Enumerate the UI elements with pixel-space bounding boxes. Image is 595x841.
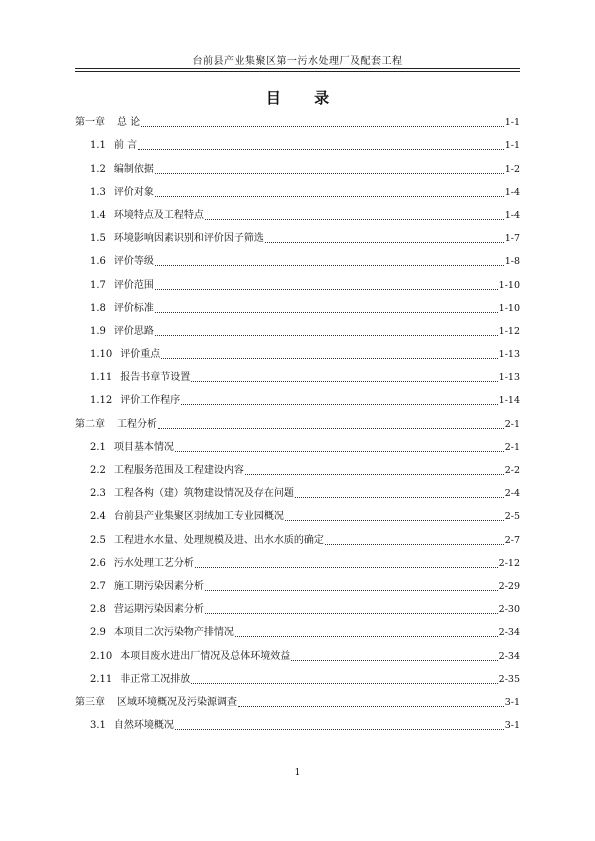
toc-leader-dots xyxy=(235,636,498,637)
toc-leader-dots xyxy=(265,242,504,243)
toc-entry-page: 1-1 xyxy=(504,140,520,152)
toc-leader-dots xyxy=(238,706,504,707)
toc-entry[interactable] xyxy=(75,199,520,222)
toc-leader-dots xyxy=(295,497,504,498)
toc-entry-number: 1.7 xyxy=(90,279,106,291)
toc-entry-page: 1-8 xyxy=(504,256,520,268)
toc-entry-title: 评价工作程序 xyxy=(120,395,181,407)
toc-leader-dots xyxy=(161,358,497,359)
toc-entry-title: 区域环境概况及污染源调查 xyxy=(117,696,237,708)
toc-leader-dots xyxy=(205,219,504,220)
toc-entry-number: 2.3 xyxy=(90,488,106,500)
toc-leader-dots xyxy=(245,474,504,475)
toc-leader-dots xyxy=(205,613,498,614)
toc-title: 目 录 xyxy=(265,89,344,107)
toc-entry[interactable] xyxy=(75,222,520,245)
toc-entry-number: 1.4 xyxy=(90,209,106,221)
toc-entry-number: 1.3 xyxy=(90,186,106,198)
toc-entry-title: 自然环境概况 xyxy=(113,720,174,732)
header-rule-bottom xyxy=(75,71,520,72)
toc-entry-number: 2.7 xyxy=(90,580,106,592)
toc-leader-dots xyxy=(175,729,504,730)
toc-entry-number: 1.8 xyxy=(90,302,106,314)
toc-entry-number: 1.5 xyxy=(90,233,106,245)
toc-entry-page: 2-4 xyxy=(504,488,520,500)
toc-entry-page: 2-2 xyxy=(504,465,520,476)
toc-leader-dots xyxy=(175,451,504,452)
toc-leader-dots xyxy=(325,544,504,545)
toc-entry-title: 本项目废水进出厂情况及总体环境效益 xyxy=(120,650,291,662)
toc-entry-title: 报告书章节设置 xyxy=(120,372,191,384)
toc-entry-number: 2.1 xyxy=(90,441,106,453)
toc-entry-page: 1-13 xyxy=(498,349,520,361)
toc-entry-page: 1-4 xyxy=(504,209,520,221)
toc-entry-number: 2.5 xyxy=(90,534,106,546)
toc-entry-page: 2-12 xyxy=(498,557,520,569)
toc-entry-title: 评价范围 xyxy=(113,279,154,291)
toc-entry-title: 台前县产业集聚区羽绒加工专业园概况 xyxy=(113,511,284,523)
toc-entry-title: 营运期污染因素分析 xyxy=(113,604,204,616)
toc-leader-dots xyxy=(155,265,504,266)
toc-entry-page: 1-7 xyxy=(504,233,520,245)
toc-entry-number: 1.12 xyxy=(90,395,113,407)
toc-entry-number: 2.11 xyxy=(90,673,113,685)
toc-entry[interactable] xyxy=(75,593,520,616)
toc-entry-number: 第一章 xyxy=(75,117,105,129)
toc-entry-page: 2-30 xyxy=(498,604,520,616)
toc-entry-number: 第二章 xyxy=(75,418,105,430)
toc-leader-dots xyxy=(155,335,498,336)
toc-entry[interactable] xyxy=(75,292,520,315)
toc-leader-dots xyxy=(191,381,497,382)
toc-entry-page: 2-1 xyxy=(504,441,520,453)
toc-entry-title: 评价思路 xyxy=(113,325,154,337)
toc-entry-number: 1.6 xyxy=(90,256,106,268)
toc-entry-title: 项目基本情况 xyxy=(113,441,174,453)
toc-entry-page: 1-1 xyxy=(504,117,520,129)
toc-leader-dots xyxy=(291,660,497,661)
toc-entry-title: 前 言 xyxy=(113,140,138,152)
toc-entry[interactable] xyxy=(75,245,520,268)
toc-leader-dots xyxy=(195,567,498,568)
toc-entry-title: 本项目二次污染物产排情况 xyxy=(113,627,234,639)
page-number: 1 xyxy=(294,768,301,778)
toc-entry-number: 2.6 xyxy=(90,557,106,569)
running-header: 台前县产业集聚区第一污水处理厂及配套工程 xyxy=(192,56,403,67)
toc-entry[interactable] xyxy=(75,523,520,546)
toc-entry-page: 1-12 xyxy=(498,325,520,337)
toc-entry-page: 2-5 xyxy=(504,511,520,523)
toc-leader-dots xyxy=(138,149,504,150)
toc-leader-dots xyxy=(205,590,498,591)
toc-entry[interactable] xyxy=(75,639,520,662)
toc-entry[interactable] xyxy=(75,407,520,430)
toc-entry-page: 2-1 xyxy=(504,418,520,430)
toc-entry-number: 2.9 xyxy=(90,627,106,639)
toc-leader-dots xyxy=(155,173,504,174)
toc-entry[interactable] xyxy=(75,315,520,338)
header-rule-top xyxy=(75,68,520,69)
toc-entry-page: 3-1 xyxy=(504,696,520,708)
toc-entry-number: 3.1 xyxy=(90,720,106,732)
toc-entry-page: 1-4 xyxy=(504,186,520,198)
toc-entry-page: 1-10 xyxy=(498,279,520,291)
toc-entry-title: 工程进水水量、处理规模及进、出水水质的确定 xyxy=(113,534,324,546)
toc-entry-title: 评价标准 xyxy=(113,302,154,314)
toc-entry[interactable] xyxy=(75,616,520,639)
toc-entry-number: 2.8 xyxy=(90,604,106,616)
toc-entry[interactable] xyxy=(75,570,520,593)
toc-entry-number: 2.2 xyxy=(90,465,106,476)
toc-leader-dots xyxy=(285,520,504,521)
toc-entry[interactable] xyxy=(75,361,520,384)
toc-leader-dots xyxy=(155,312,498,313)
toc-entry-title: 评价等级 xyxy=(113,256,154,268)
toc-leader-dots xyxy=(181,404,497,405)
toc-leader-dots xyxy=(191,683,497,684)
toc-entry-page: 2-29 xyxy=(498,580,520,592)
toc-entry-number: 2.10 xyxy=(90,650,113,662)
toc-entry-number: 第三章 xyxy=(75,696,105,708)
toc-entry-page: 1-10 xyxy=(498,302,520,314)
toc-entry-title: 环境特点及工程特点 xyxy=(113,209,204,221)
toc-entry-title: 环境影响因素识别和评价因子筛选 xyxy=(113,233,264,245)
toc-entry-number: 1.10 xyxy=(90,349,113,361)
toc-leader-dots xyxy=(155,196,504,197)
toc-entry[interactable] xyxy=(75,129,520,152)
toc-entry-title: 施工期污染因素分析 xyxy=(113,580,204,592)
toc-leader-dots xyxy=(158,428,504,429)
toc-entry[interactable] xyxy=(75,338,520,361)
toc-leader-dots xyxy=(141,126,504,127)
toc-entry-title: 评价对象 xyxy=(113,186,154,198)
toc-leader-dots xyxy=(155,289,498,290)
toc-entry-page: 2-7 xyxy=(504,534,520,546)
toc-entry-number: 1.2 xyxy=(90,163,106,175)
toc-entry[interactable] xyxy=(75,477,520,500)
toc-entry-title: 污水处理工艺分析 xyxy=(113,557,194,569)
toc-entry[interactable] xyxy=(75,663,520,686)
toc-entry-number: 1.9 xyxy=(90,325,106,337)
toc-entry-page: 2-34 xyxy=(498,650,520,662)
toc-entry[interactable] xyxy=(75,547,520,570)
toc-entry[interactable] xyxy=(75,152,520,175)
toc-entry-number: 1.1 xyxy=(90,140,106,152)
toc-entry-page: 1-2 xyxy=(504,163,520,175)
toc-entry-page: 1-13 xyxy=(498,372,520,384)
toc-entry-number: 1.11 xyxy=(90,372,113,384)
toc-entry[interactable] xyxy=(75,709,520,732)
toc-entry-page: 3-1 xyxy=(504,720,520,732)
toc-entry-title: 编制依据 xyxy=(113,163,154,175)
toc-entry[interactable] xyxy=(75,431,520,454)
toc-entry[interactable] xyxy=(75,454,520,477)
toc-entry[interactable] xyxy=(75,500,520,523)
toc-entry-page: 2-34 xyxy=(498,627,520,639)
toc-entry-title: 工程分析 xyxy=(117,418,157,430)
toc-entry-number: 2.4 xyxy=(90,511,106,523)
toc-entry[interactable] xyxy=(75,106,520,129)
toc-entry[interactable] xyxy=(75,384,520,407)
toc-entry[interactable] xyxy=(75,268,520,291)
toc-entry-page: 2-35 xyxy=(498,673,520,685)
toc-entry-title: 非正常工况排放 xyxy=(120,673,191,685)
toc-entry-title: 总 论 xyxy=(117,117,141,129)
toc-list xyxy=(75,106,520,732)
toc-entry-title: 评价重点 xyxy=(120,349,161,361)
toc-entry-page: 1-14 xyxy=(498,395,520,407)
toc-entry-title: 工程服务范围及工程建设内容 xyxy=(113,465,244,476)
toc-entry-title: 工程各构（建）筑物建设情况及存在问题 xyxy=(113,488,294,500)
toc-entry[interactable] xyxy=(75,176,520,199)
toc-entry[interactable] xyxy=(75,686,520,709)
